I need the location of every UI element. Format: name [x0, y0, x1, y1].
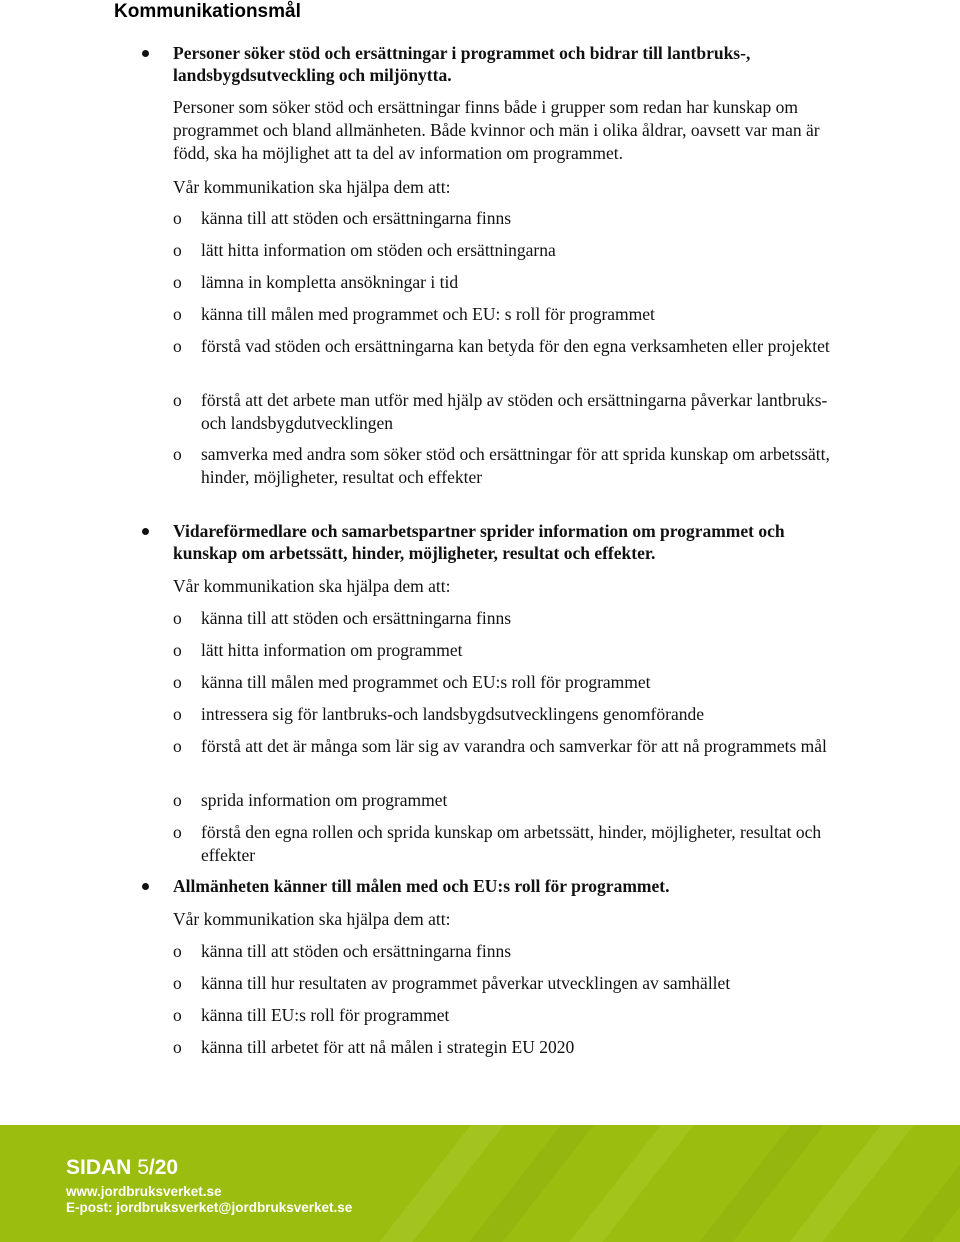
- circle-bullet-icon: o: [173, 672, 182, 692]
- section-title: Allmänheten känner till målen med och EU:s roll för programmet.: [173, 876, 670, 896]
- page-total: /20: [148, 1156, 179, 1179]
- section-intro: Vår kommunikation ska hjälpa dem att:: [173, 576, 451, 596]
- circle-bullet-icon: o: [173, 704, 182, 724]
- circle-bullet-icon: o: [173, 272, 182, 292]
- list-item-text: förstå vad stöden och ersättningarna kan betyda för den egna verksamheten eller projektet: [201, 336, 830, 356]
- footer-email[interactable]: E-post: jordbruksverket@jordbruksverket.se: [66, 1200, 353, 1215]
- bullet-icon: [142, 528, 149, 535]
- list-item-text: känna till EU:s roll för programmet: [201, 1005, 450, 1025]
- section-intro: Vår kommunikation ska hjälpa dem att:: [173, 909, 451, 929]
- list-item-text: känna till målen med programmet och EU:s roll för programmet: [201, 672, 651, 692]
- page-number: [66, 1156, 178, 1180]
- section-title: Personer söker stöd och ersättningar i programmet och bidrar till lantbruks-, landsbygdsutveckling och miljönytta.: [173, 43, 751, 85]
- list-item-text: lätt hitta information om stöden och ersättningarna: [201, 240, 556, 260]
- list-item-text: lätt hitta information om programmet: [201, 640, 463, 660]
- list-item-text: förstå att det arbete man utför med hjälp av stöden och ersättningarna påverkar lantbruks- och landsbygdutvecklingen: [201, 390, 828, 433]
- list-item-text: känna till att stöden och ersättningarna finns: [201, 941, 512, 961]
- list-item-text: känna till arbetet för att nå målen i strategin EU 2020: [201, 1037, 575, 1057]
- circle-bullet-icon: o: [173, 208, 182, 228]
- circle-bullet-icon: o: [173, 1005, 182, 1025]
- circle-bullet-icon: o: [173, 390, 182, 410]
- circle-bullet-icon: o: [173, 941, 182, 961]
- circle-bullet-icon: o: [173, 304, 182, 324]
- page-heading: Kommunikationsmål: [114, 1, 301, 22]
- list-item-text: förstå den egna rollen och sprida kunskap om arbetssätt, hinder, möjligheter, resultat och effekter: [201, 822, 822, 865]
- page-label: SIDAN: [66, 1156, 138, 1179]
- list-item-text: känna till att stöden och ersättningarna finns: [201, 608, 512, 628]
- footer-website-link[interactable]: www.jordbruksverket.se: [66, 1184, 222, 1199]
- page-current: 5: [137, 1156, 149, 1179]
- circle-bullet-icon: o: [173, 822, 182, 842]
- section-title: Vidareförmedlare och samarbetspartner sprider information om programmet och kunskap om arbetssätt, hinder, möjligheter, resultat och effekter.: [173, 521, 785, 563]
- section-paragraph: Personer som söker stöd och ersättningar finns både i grupper som redan har kunskap om programmet och bland allmänheten. Både kvinnor och män i olika åldrar, oavsett var man är född, ska ha möjlighet att ta del av information om programmet.: [173, 97, 820, 163]
- circle-bullet-icon: o: [173, 444, 182, 464]
- circle-bullet-icon: o: [173, 790, 182, 810]
- circle-bullet-icon: o: [173, 336, 182, 356]
- list-item-text: sprida information om programmet: [201, 790, 448, 810]
- section-intro: Vår kommunikation ska hjälpa dem att:: [173, 177, 451, 197]
- bullet-icon: [142, 883, 149, 890]
- circle-bullet-icon: o: [173, 736, 182, 756]
- circle-bullet-icon: o: [173, 240, 182, 260]
- list-item-text: intressera sig för lantbruks-och landsbygdsutvecklingens genomförande: [201, 704, 704, 724]
- circle-bullet-icon: o: [173, 640, 182, 660]
- circle-bullet-icon: o: [173, 1037, 182, 1057]
- list-item-text: samverka med andra som söker stöd och ersättningar för att sprida kunskap om arbetssätt, hinder, möjligheter, resultat och effekter: [201, 444, 830, 487]
- list-item-text: känna till målen med programmet och EU: s roll för programmet: [201, 304, 655, 324]
- bullet-icon: [142, 50, 149, 57]
- circle-bullet-icon: o: [173, 973, 182, 993]
- list-item-text: lämna in kompletta ansökningar i tid: [201, 272, 459, 292]
- circle-bullet-icon: o: [173, 608, 182, 628]
- list-item-text: förstå att det är många som lär sig av varandra och samverkar för att nå programmets mål: [201, 736, 827, 756]
- list-item-text: känna till att stöden och ersättningarna finns: [201, 208, 512, 228]
- list-item-text: känna till hur resultaten av programmet påverkar utvecklingen av samhället: [201, 973, 731, 993]
